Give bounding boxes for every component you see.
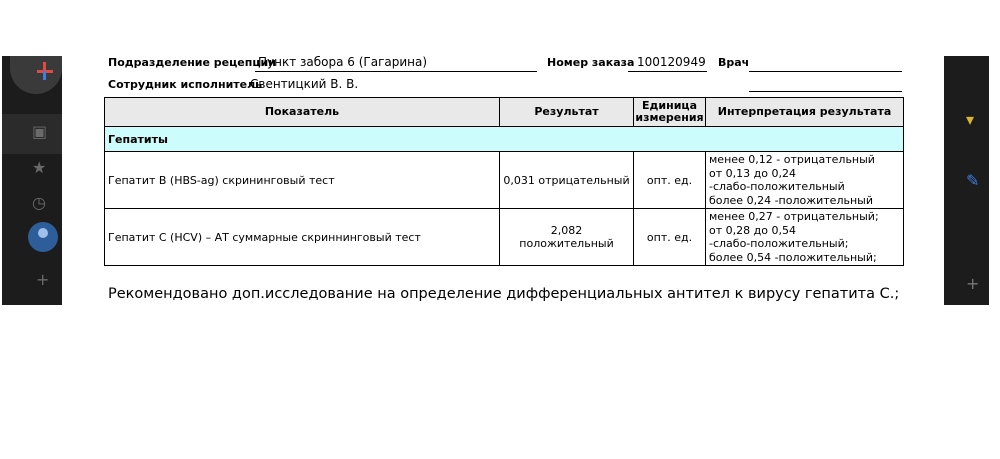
section-row	[105, 127, 904, 152]
compose-button[interactable]	[10, 56, 62, 94]
table-row	[105, 209, 904, 266]
plus-icon-vertical	[43, 62, 46, 80]
column-header: Интерпретация результата	[706, 98, 904, 127]
staff-label: Сотрудник исполнитель	[108, 78, 263, 91]
order-underline	[628, 71, 707, 72]
test-unit: опт. ед.	[634, 152, 706, 209]
dept-value: Пункт забора 6 (Гагарина)	[258, 55, 428, 69]
test-name: Гепатит В (HBS-ag) скрининговый тест	[105, 152, 500, 209]
clock-icon[interactable]: ◷	[32, 193, 46, 212]
plus-icon[interactable]: +	[966, 274, 980, 293]
interp-line: менее 0,27 - отрицательный;	[709, 210, 879, 223]
star-icon[interactable]: ★	[32, 158, 47, 177]
left-app-panel	[2, 56, 62, 305]
interp-line: от 0,13 до 0,24	[709, 166, 796, 180]
test-unit: опт. ед.	[634, 209, 706, 266]
column-header: Показатель	[105, 98, 500, 127]
test-interpretation	[706, 209, 904, 266]
inbox-icon: ▣	[32, 122, 48, 141]
interp-line: от 0,28 до 0,54	[709, 223, 796, 237]
results-table	[104, 97, 904, 266]
pencil-icon[interactable]: ✎	[966, 171, 980, 190]
staff-value: Свентицкий В. В.	[250, 77, 359, 91]
right-app-panel	[944, 56, 989, 305]
test-result: 2,082 положительный	[500, 209, 634, 266]
doctor-underline	[749, 71, 902, 72]
section-title: Гепатиты	[105, 127, 904, 152]
table-header-row	[105, 98, 904, 127]
table-row	[105, 152, 904, 209]
nav-item-selected[interactable]	[2, 114, 62, 154]
test-name: Гепатит С (HCV) – АТ суммарные скриннинговый тест	[105, 209, 500, 266]
interp-line: менее 0,12 - отрицательный	[709, 153, 875, 166]
column-header: Результат	[500, 98, 634, 127]
interp-line: -слабо-положительный;	[709, 237, 849, 250]
dept-label: Подразделение рецепции	[108, 56, 276, 69]
recommendation-text: Рекомендовано доп.исследование на определение дифференциальных антител к вирусу гепатита С.;	[108, 286, 900, 302]
note-icon[interactable]: ▾	[966, 110, 975, 129]
order-label: Номер заказа	[547, 56, 635, 69]
plus-icon[interactable]: +	[36, 270, 50, 289]
interp-line: более 0,54 -положительный;	[709, 250, 877, 264]
avatar-icon[interactable]	[28, 222, 58, 252]
interp-line: более 0,24 -положительный	[709, 193, 873, 207]
test-result: 0,031 отрицательный	[500, 152, 634, 209]
doctor-underline-2	[749, 91, 902, 92]
order-value: 100120949	[637, 55, 706, 69]
dept-underline	[255, 71, 537, 72]
doctor-label: Врач	[718, 56, 750, 69]
interp-line: -слабо-положительный	[709, 180, 845, 193]
test-interpretation	[706, 152, 904, 209]
column-header: Единица измерения	[634, 98, 706, 127]
